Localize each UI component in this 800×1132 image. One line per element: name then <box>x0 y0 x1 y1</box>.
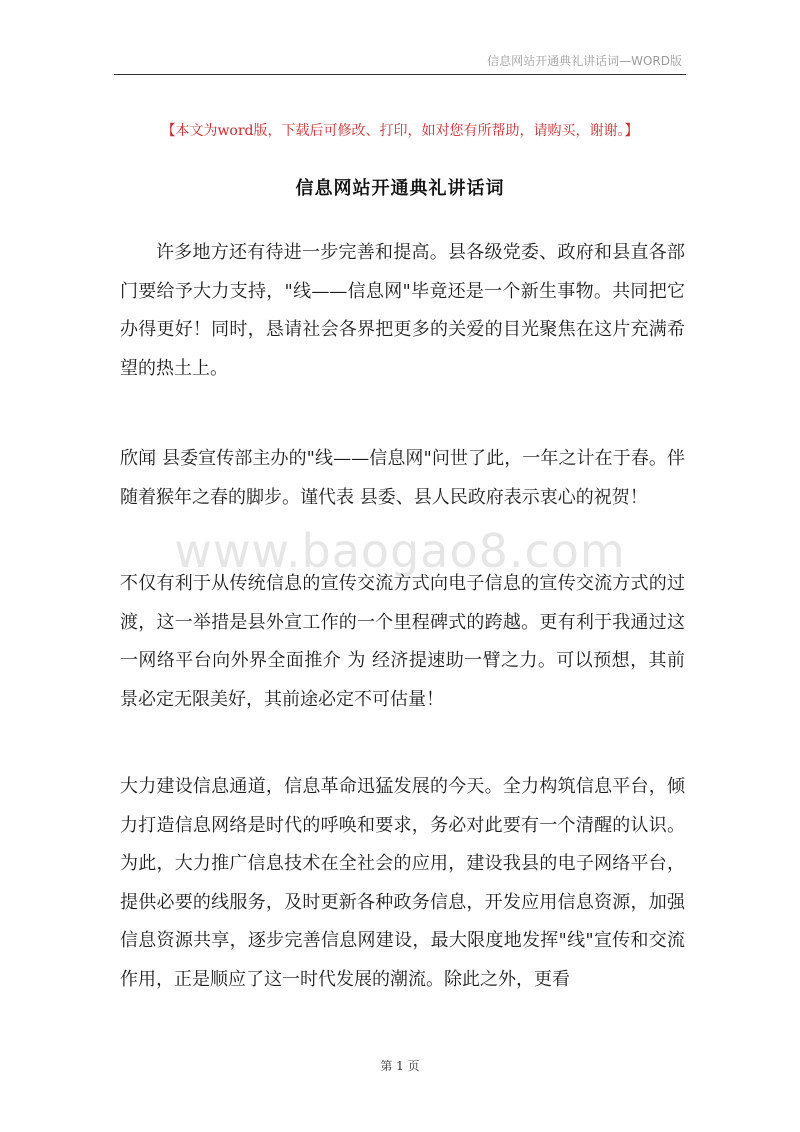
paragraph-4: 大力建设信息通道，信息革命迅猛发展的今天。全力构筑信息平台，倾力打造信息网络是时代的呼唤和要求，务必对此要有一个清醒的认识。为此，大力推广信息技术在全社会的应用，建设我县的电子网络平台，提供必要的线服务，及时更新各种政务信息，开发应用信息资源，加强信息资源共享，逐步完善信息网建设，最大限度地发挥"线"宣传和交流作用，正是顺应了这一时代发展的潮流。除此之外，更看 <box>120 776 685 990</box>
paragraph-3: 不仅有利于从传统信息的宣传交流方式向电子信息的宣传交流方式的过渡，这一举措是县外宣工作的一个里程碑式的跨越。更有利于我通过这一网络平台向外界全面推介 为 经济提速助一臂之力。可以预想，其前景必定无限美好，其前途必定不可估量！ <box>120 573 685 710</box>
document-title: 信息网站开通典礼讲话词 <box>295 178 505 199</box>
paragraph-2: 欣闻 县委宣传部主办的"线——信息网"问世了此，一年之计在于春。伴随着猴年之春的脚步。谨代表 县委、县人民政府表示衷心的祝贺！ <box>120 448 685 508</box>
page-number: 第 1 页 <box>380 1059 420 1073</box>
watermark: www.baogao8.com <box>174 524 626 578</box>
running-header: 信息网站开通典礼讲话词—WORD版 <box>487 54 682 68</box>
paragraph-1: 许多地方还有待进一步完善和提高。县各级党委、政府和县直各部门要给予大力支持，"线——信息网"毕竟还是一个新生事物。共同把它办得更好！同时，恳请社会各界把更多的关爱的目光聚焦在这片充满希望的热土上。 <box>120 242 685 379</box>
header-divider <box>114 74 686 75</box>
download-notice: 【本文为word版，下载后可修改、打印，如对您有所帮助，请购买，谢谢。】 <box>161 123 639 139</box>
